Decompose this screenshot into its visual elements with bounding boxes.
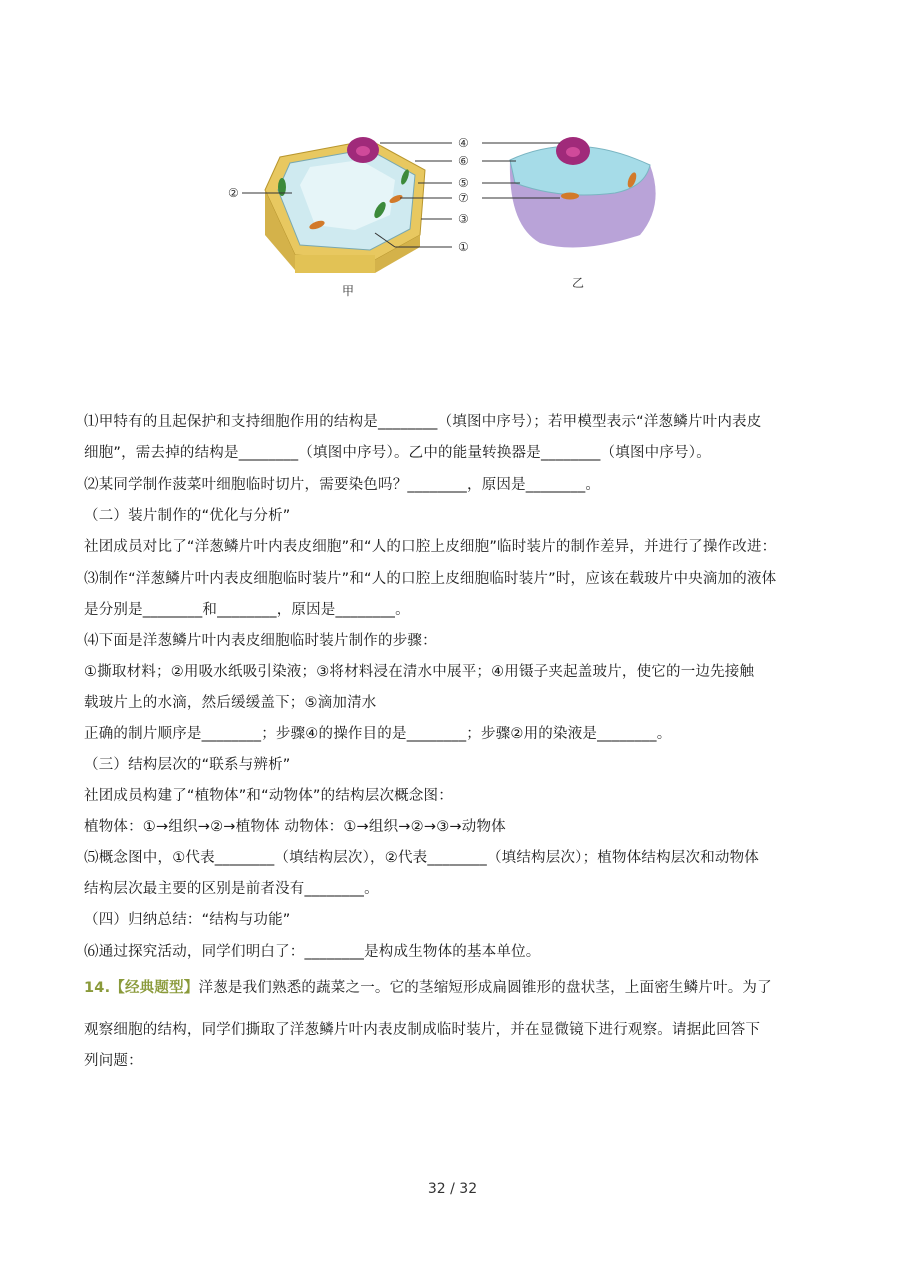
cell-diagram: [220, 95, 680, 305]
q14-text-1: 洋葱是我们熟悉的蔬菜之一。它的茎缩短形成扁圆锥形的盘状茎，上面密生鳞片叶。为了: [198, 980, 772, 996]
animal-cell-figure: [510, 137, 656, 248]
section-heading: （三）结构层次的“联系与辨析”: [84, 757, 291, 773]
text-line: 社团成员构建了“植物体”和“动物体”的结构层次概念图：: [84, 788, 453, 804]
text-line: ⑵某同学制作菠菜叶细胞临时切片，需要染色吗？________，原因是________。: [84, 477, 601, 493]
label-1: ①: [458, 240, 469, 254]
text-line: 细胞”，需去掉的结构是________（填图中序号）。乙中的能量转换器是________（填图中序号）。: [84, 445, 711, 461]
section-heading: （二）装片制作的“优化与分析”: [84, 508, 291, 524]
label-4: ④: [458, 136, 469, 150]
label-3: ③: [458, 212, 469, 226]
q14-line-2: 观察细胞的结构，同学们撕取了洋葱鳞片叶内表皮制成临时装片，并在显微镜下进行观察。请据此回答下: [84, 1022, 761, 1038]
text-line: 载玻片上的水滴，然后缓缓盖下；⑤滴加清水: [84, 695, 377, 711]
section-heading: （四）归纳总结：“结构与功能”: [84, 912, 291, 928]
text-line: ⑹通过探究活动，同学们明白了：________是构成生物体的基本单位。: [84, 944, 541, 960]
q14-tag: 14.【经典题型】: [84, 980, 199, 996]
q14-line-1: [84, 976, 772, 997]
q14-line-3: 列问题：: [84, 1053, 143, 1069]
label-7: ⑦: [458, 191, 469, 205]
text-line: 社团成员对比了“洋葱鳞片叶内表皮细胞”和“人的口腔上皮细胞”临时装片的制作差异，并进行了操作改进：: [84, 539, 777, 555]
text-line: ⑷下面是洋葱鳞片叶内表皮细胞临时装片制作的步骤：: [84, 633, 437, 649]
label-2: ②: [228, 186, 239, 200]
plant-cell-figure: [265, 137, 425, 273]
text-line: ⑴甲特有的且起保护和支持细胞作用的结构是________（填图中序号）；若甲模型表示“洋葱鳞片叶内表皮: [84, 414, 762, 430]
text-line: 植物体：①→组织→②→植物体 动物体：①→组织→②→③→动物体: [84, 819, 506, 835]
caption-plant: 甲: [342, 284, 355, 298]
label-5: ⑤: [458, 176, 469, 190]
text-line: 是分别是________和________，原因是________。: [84, 602, 410, 618]
label-6: ⑥: [458, 154, 469, 168]
text-line: ⑸概念图中，①代表________（填结构层次），②代表________（填结构层次）；植物体结构层次和动物体: [84, 850, 759, 866]
page-number: 32 / 32: [427, 1181, 478, 1197]
caption-animal: 乙: [572, 276, 585, 290]
text-line: ⑶制作“洋葱鳞片叶内表皮细胞临时装片”和“人的口腔上皮细胞临时装片”时，应该在载玻片中央滴加的液体: [84, 571, 777, 587]
text-line: ①撕取材料；②用吸水纸吸引染液；③将材料浸在清水中展平；④用镊子夹起盖玻片，使它的一边先接触: [84, 664, 755, 680]
text-line: 正确的制片顺序是________；步骤④的操作目的是________；步骤②用的染液是________。: [84, 726, 672, 742]
text-line: 结构层次最主要的区别是前者没有________。: [84, 881, 379, 897]
